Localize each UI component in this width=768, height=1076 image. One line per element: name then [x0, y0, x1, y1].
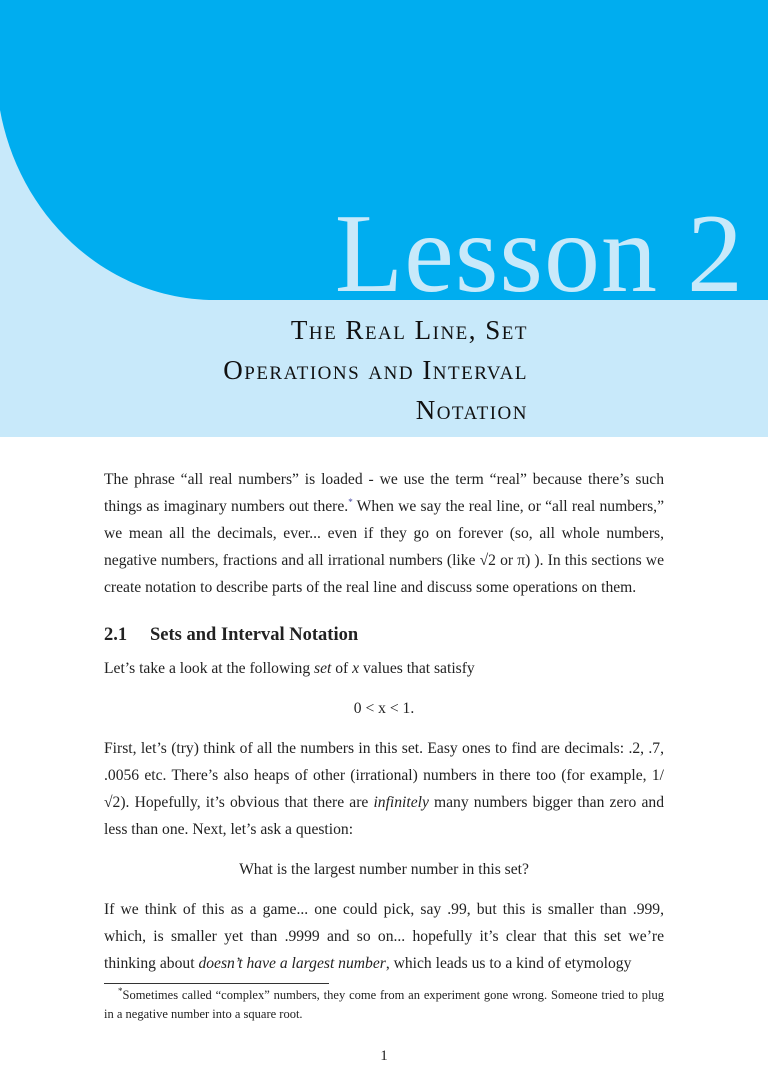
footnote-rule	[104, 983, 329, 984]
footnote: *Sometimes called “complex” numbers, they come from an experiment gone wrong. Someone tried to plug in a negative number into a square root.	[104, 985, 664, 1021]
title-line: Operations and Interval	[223, 355, 528, 385]
equation: 0 < x < 1.	[353, 700, 415, 717]
lesson-label: Lesson 2	[334, 192, 744, 316]
question: What is the largest number number in this set?	[239, 861, 529, 878]
page-number: 1	[380, 1048, 388, 1064]
paragraph: If we think of this as a game... one could pick, say .99, but this is smaller than .999, which, is smaller yet than .9999 and so on... hopefully it’s clear that this set we’re thinking about doesn’t have a largest number, which leads us to a kind of etymology	[104, 901, 664, 972]
title-line: The Real Line, Set	[290, 315, 528, 345]
paragraph: Let’s take a look at the following set of x values that satisfy	[104, 660, 475, 677]
section-heading: 2.1 Sets and Interval Notation	[104, 625, 359, 645]
header-banner	[0, 0, 768, 437]
title-line: Notation	[415, 395, 528, 425]
paragraph: First, let’s (try) think of all the numbers in this set. Easy ones to find are decimals: .2, .7, .0056 etc. There’s also heaps of other (irrational) numbers in there too (for example, 1/√2). Hopefully, it’s obvious that there are infinitely many numbers bigger than zero and less than one. Next, let’s ask a question:	[104, 740, 664, 838]
intro-paragraph: The phrase “all real numbers” is loaded - we use the term “real” because there’s such things as imaginary numbers out there.* When we say the real line, or “all real numbers,” we mean all the decimals, ever... even if they go on forever (so, all whole numbers, negative numbers, fractions and all irrational numbers (like √2 or π) ). In this sections we create notation to describe parts of the real line and discuss some operations on them.	[104, 471, 664, 596]
chapter-title	[223, 310, 528, 430]
page-content	[104, 437, 664, 1066]
footnote-ref[interactable]: *	[348, 496, 353, 507]
